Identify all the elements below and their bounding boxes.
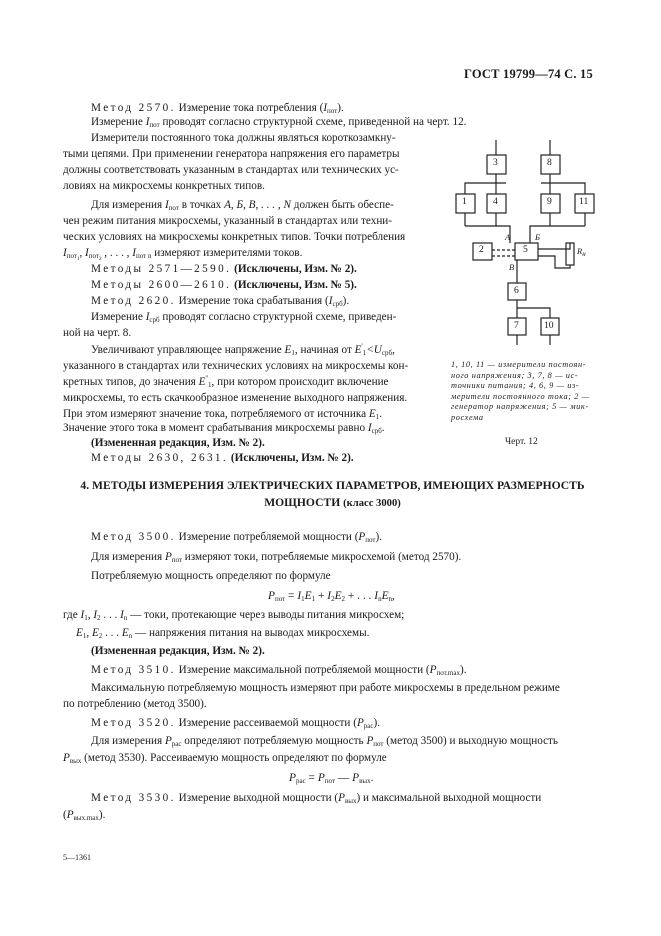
figure-label: Черт. 12: [505, 437, 538, 447]
wire: [538, 256, 570, 268]
method-label: Методы 2630, 2631.: [91, 452, 229, 464]
subscript: срб: [332, 300, 343, 308]
point-a-label: А: [505, 232, 511, 242]
text: , при котором происходит включение: [211, 376, 389, 388]
text: кретных типов, до значения: [63, 376, 196, 388]
subscript: пот: [171, 556, 182, 564]
method-title: Измерение рассеиваемой мощности (: [178, 717, 357, 729]
caption-line: 1, 10, 11 — измерители постоян-: [451, 360, 587, 369]
text: измеряют измерителями токов.: [154, 247, 303, 259]
block-label-11: 11: [579, 196, 589, 207]
figure-caption: [451, 360, 590, 424]
paragraph-7: Потребляемую мощность определяют по формуле: [91, 570, 331, 582]
caption-line: росхема: [451, 412, 484, 422]
paragraph-3-line-4: $I_{пот_1}$, $I_{пот_2}$ , . . . , $I_{пот n}$ измеряют измерителями токов.: [63, 247, 303, 262]
subscript: 1: [208, 381, 212, 389]
paragraph-2-line-2: тыми цепями. При применении генератора напряжения его параметры: [63, 148, 400, 160]
symbol: P: [356, 717, 364, 729]
paragraph-8-line-1: Максимальную потребляемую мощность измеряют при работе микросхемы в предельном режиме: [91, 682, 560, 694]
paragraph-8-line-2: по потреблению (метод 3500).: [63, 698, 207, 710]
paragraph-5-line-3: [63, 375, 389, 389]
method-label: Методы 2600—2610.: [91, 279, 232, 291]
subscript: пот: [327, 107, 338, 115]
text: Измерение: [91, 116, 143, 128]
method-title: Измерение выходной мощности (: [178, 792, 339, 804]
subscript: пот2: [88, 252, 102, 262]
method-title-end: ).: [375, 531, 383, 543]
caption-line: точники питания; 4, 6, 9 — из-: [451, 381, 580, 391]
paragraph-5-line-1: [91, 343, 395, 357]
paragraph-1: [91, 115, 466, 129]
symbol: E: [284, 344, 292, 356]
text: Значение этого тока в момент срабатывания микросхемы равно: [63, 422, 366, 434]
section-heading-text: МОЩНОСТИ: [264, 496, 341, 509]
subscript: вых: [344, 797, 357, 805]
method-title-end: ).: [342, 295, 350, 307]
paragraph-4-line-1: [91, 310, 396, 324]
paragraph-5-line-2: указанного в стандартах или технических условиях на микросхемы кон-: [63, 360, 409, 372]
wire: [550, 213, 585, 226]
text: в точках: [181, 199, 222, 211]
method-3530-line-2: $(P_{вых.max})$.: [63, 809, 106, 822]
symbol: I: [164, 199, 169, 211]
method-2570-line: [91, 101, 344, 115]
text: , . . . ,: [104, 247, 130, 259]
method-title: Измерение тока срабатывания (: [178, 295, 329, 307]
symbol: E: [368, 408, 376, 420]
symbol: I: [132, 247, 136, 259]
method-3500-line: [91, 530, 382, 544]
section-class: (класс 3000): [343, 498, 401, 509]
method-title: ) и максимальной выходной мощности: [356, 792, 542, 804]
text: проводят согласно структурной схеме, приведенной на черт. 12.: [162, 116, 467, 128]
prime: '': [205, 374, 209, 383]
method-note: (Исключены, Изм. № 5).: [234, 279, 357, 291]
subscript: пот: [365, 536, 376, 544]
page-footer-code: 5—1361: [63, 853, 91, 862]
method-label: Метод 2620.: [91, 295, 176, 307]
caption-line: ного напряжения; 3, 7, 8 — ис-: [451, 370, 579, 380]
block-label-1: 1: [462, 196, 467, 207]
paragraph-4-line-2: ной на черт. 8.: [63, 327, 132, 339]
block-label-2: 2: [479, 244, 484, 255]
wire: [538, 243, 570, 249]
subscript: 1: [375, 413, 380, 421]
text: .: [379, 408, 382, 420]
caption-line: мерители постоянного тока; 2 —: [451, 391, 590, 401]
symbol: I: [145, 311, 150, 323]
prime: ': [361, 342, 363, 351]
text: , начиная от: [294, 344, 352, 356]
load-label: $R_н$: [577, 246, 586, 258]
paragraph-3-line-3: ческих условиях на микросхемы конкретных типов. Точки потребления: [63, 231, 406, 243]
block-label-6: 6: [514, 285, 519, 296]
method-label: Метод 3510.: [91, 664, 176, 676]
wire: [541, 183, 585, 194]
block-label-10: 10: [544, 320, 554, 331]
subscript: пот.max: [436, 669, 460, 677]
method-label: Метод 3500.: [91, 531, 176, 543]
symbol: E: [198, 376, 206, 388]
wire: [465, 213, 496, 226]
point-v-label: В: [509, 262, 515, 272]
caption-line: генератор напряжения; 5 — мик-: [451, 402, 589, 412]
method-note: (Исключены, Изм. № 2).: [230, 452, 354, 464]
method-label: Метод 3520.: [91, 717, 176, 729]
method-title: Измерение потребляемой мощности (: [178, 531, 359, 543]
paragraph-6: [91, 550, 461, 564]
method-title: Измерение тока потребления (: [178, 102, 324, 114]
subscript: срб: [149, 316, 160, 324]
text: измеряют токи, потребляемые микросхемой (метод 2570).: [184, 551, 462, 563]
symbol: I: [323, 102, 328, 114]
method-title-end: ).: [373, 717, 381, 729]
text: Увеличивают управляющее напряжение: [91, 344, 282, 356]
paragraph-2-line-4: ловиях на микросхемы конкретных типов.: [63, 180, 265, 192]
method-2620-line: [91, 294, 349, 308]
method-3530-line: [91, 791, 541, 805]
symbol: E: [354, 344, 362, 356]
method-title-end: ).: [337, 102, 344, 114]
edit-note-1: (Измененная редакция, Изм. № 2).: [91, 437, 265, 449]
symbol: I: [63, 247, 67, 259]
section-heading-line-1: 4. МЕТОДЫ ИЗМЕРЕНИЯ ЭЛЕКТРИЧЕСКИХ ПАРАМЕТРОВ, ИМЕЮЩИХ РАЗМЕРНОСТЬ: [80, 479, 585, 492]
page-header: ГОСТ 19799—74 С. 15: [464, 67, 593, 81]
wire: [517, 308, 550, 318]
paragraph-3-line-1: [91, 198, 394, 212]
symbol: <U: [366, 344, 382, 356]
subscript: рас: [363, 722, 374, 730]
method-label: Методы 2571—2590.: [91, 263, 232, 275]
paragraph-3-line-2: чен режим питания микросхемы, указанный в стандартах или техни-: [63, 215, 393, 227]
section-heading-line-2: [63, 496, 602, 509]
dissipation-formula: $P_{рас} = P_{пот}$ — $P_{вых}$.: [289, 772, 374, 785]
block-label-7: 7: [514, 320, 519, 331]
paragraph-5-line-6: [63, 421, 385, 435]
subscript: 1: [291, 349, 295, 357]
paragraph-5-line-4: микросхемы, то есть скачкообразное изменение выходного напряжения.: [63, 392, 408, 404]
block-label-3: 3: [493, 157, 498, 168]
symbol: P: [338, 792, 345, 804]
method-3520-line: [91, 716, 380, 730]
text: Измерение: [91, 311, 143, 323]
points: А, Б, В, . . . , N: [224, 199, 291, 211]
block-label-5: 5: [523, 244, 528, 255]
method-label: Метод 3530.: [91, 792, 176, 804]
symbol: P: [429, 664, 437, 676]
symbol: I: [85, 247, 89, 259]
subscript: 1: [362, 349, 367, 357]
text: должен быть обеспе-: [293, 199, 394, 211]
method-note: (Исключены, Изм. № 2).: [234, 263, 357, 275]
text: проводят согласно структурной схеме, приведен-: [162, 311, 397, 323]
symbol: I: [145, 116, 150, 128]
power-formula: $P_{пот} = I_1E_1 + I_2E_2$ + . . . $I_nE_n$,: [268, 590, 395, 603]
method-2630-line: [91, 451, 354, 465]
subscript: пот: [149, 121, 160, 129]
text: ,: [392, 344, 395, 356]
symbol: I: [367, 422, 372, 434]
subscript: срб: [371, 427, 382, 435]
circuit-diagram: [445, 138, 605, 348]
subscript: пот n: [136, 252, 152, 260]
symbol: I: [328, 295, 333, 307]
paragraph-2-line-3: должны соответствовать указанным в стандартах или технических ус-: [63, 164, 399, 176]
symbol: P: [164, 551, 172, 563]
symbol: P: [358, 531, 366, 543]
subscript: пот1: [66, 252, 80, 262]
method-2571-line: [91, 262, 357, 276]
block-label-4: 4: [493, 196, 498, 207]
method-label: Метод 2570.: [91, 102, 176, 114]
where-line-2: $E_1$, $E_2$ . . . $E_n$ — напряжения питания на выводах микросхемы.: [76, 627, 370, 640]
text: Для измерения: [91, 199, 163, 211]
text: .: [381, 422, 385, 434]
paragraph-9-line-1: Для измерения $P_{рас}$ определяют потребляемую мощность $P_{пот}$ (метод 3500) и выходную мощность: [91, 735, 559, 748]
subscript: срб: [381, 349, 393, 357]
paragraph-9-line-2: $P_{вых}$ (метод 3530). Рассеиваемую мощность определяют по формуле: [63, 752, 387, 765]
paragraph-2-line-1: Измерители постоянного тока должны являться короткозамкну-: [91, 132, 396, 144]
block-label-9: 9: [547, 196, 552, 207]
edit-note-2: (Измененная редакция, Изм. № 2).: [91, 645, 265, 657]
where-line-1: где $I_1$, $I_2$ . . . $I_n$ — токи, протекающие через выводы питания микросхем;: [63, 609, 405, 622]
method-title-end: ).: [459, 664, 467, 676]
method-2600-line: [91, 278, 357, 292]
subscript: пот: [168, 204, 179, 212]
paragraph-5-line-5: [63, 407, 382, 421]
text: Для измерения: [91, 551, 163, 563]
point-b-label: Б: [535, 232, 541, 242]
method-title: Измерение максимальной потребляемой мощности (: [178, 664, 430, 676]
block-label-8: 8: [547, 157, 552, 168]
text: При этом измеряют значение тока, потребляемого от источника: [63, 408, 367, 420]
wire: [465, 183, 506, 194]
method-3510-line: [91, 663, 467, 677]
